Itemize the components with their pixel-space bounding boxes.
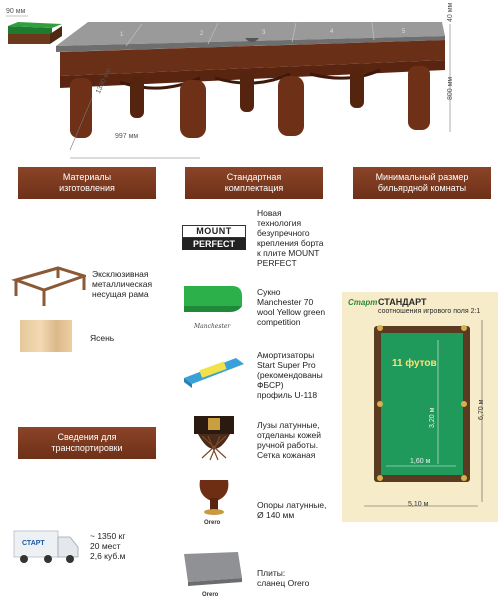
mount-perfect-logo: MOUNT PERFECT xyxy=(182,225,246,253)
transport-header: Сведения для транспортировки xyxy=(18,427,156,459)
pocket-image xyxy=(190,414,238,464)
slate-number: 1 xyxy=(120,32,124,38)
slate-number: 4 xyxy=(330,29,334,35)
table-size-label: 11 футов xyxy=(392,358,437,369)
slate-number: 3 xyxy=(262,30,266,36)
diagonal-dimension-label: 1390 мм xyxy=(95,67,113,95)
equipment-label: Сукно Manchester 70 wool Yellow green competition xyxy=(257,287,326,327)
outer-length-label: 6,70 м xyxy=(478,399,485,420)
inner-width-label: 1,60 м xyxy=(410,458,431,465)
room-dimension-lines xyxy=(360,316,490,516)
height-label: 800 мм xyxy=(447,76,454,100)
cushion-rubber-image xyxy=(182,352,248,388)
cloth-brand: Manchester xyxy=(194,323,231,330)
truck-image xyxy=(12,525,80,567)
transport-info: ~ 1350 кг 20 мест 2,6 куб.м xyxy=(90,531,126,561)
slate-brand: Orero xyxy=(202,592,219,598)
equipment-label: Новая технология безупречного крепления борта к плите MOUNT PERFECT xyxy=(257,208,324,268)
room-brand: Старт xyxy=(348,298,378,307)
slate-number: 5 xyxy=(402,29,406,35)
equipment-label: Опоры латунные, Ø 140 мм xyxy=(257,500,327,520)
slate-image xyxy=(180,548,250,600)
leg-dimension-label: 997 мм xyxy=(115,133,139,140)
outer-width-label: 5,10 м xyxy=(408,501,429,508)
metal-frame-image xyxy=(10,262,86,312)
inner-length-label: 3,20 м xyxy=(429,407,436,428)
standard-header: Стандартная комплектация xyxy=(185,167,323,199)
cloth-image xyxy=(180,280,246,336)
material-label: Эксклюзивная металлическая несущая рама xyxy=(92,269,153,299)
truck-brand: СТАРТ xyxy=(22,540,45,547)
room-subtitle: соотношения игрового поля 2:1 xyxy=(378,308,481,315)
billiard-table-image xyxy=(40,18,460,178)
leg-brand: Orero xyxy=(204,520,221,526)
materials-header: Материалы изготовления xyxy=(18,167,156,199)
room-header: Минимальный размер бильярдной комнаты xyxy=(353,167,491,199)
material-label: Ясень xyxy=(90,333,115,343)
room-title: СТАНДАРТ xyxy=(378,297,427,307)
brass-leg-image xyxy=(192,478,236,526)
cushion-width-label: 90 мм xyxy=(6,8,26,15)
equipment-label: Амортизаторы Start Super Pro (рекомендованы ФБСР) профиль U-118 xyxy=(257,350,323,400)
thickness-label: 40 мм xyxy=(447,2,454,22)
slate-number: 2 xyxy=(200,31,204,37)
equipment-label: Лузы латунные, отделаны кожей ручной работы. Сетка кожаная xyxy=(257,420,322,460)
ash-wood-swatch xyxy=(20,320,72,352)
equipment-label: Плиты: сланец Orero xyxy=(257,568,310,588)
